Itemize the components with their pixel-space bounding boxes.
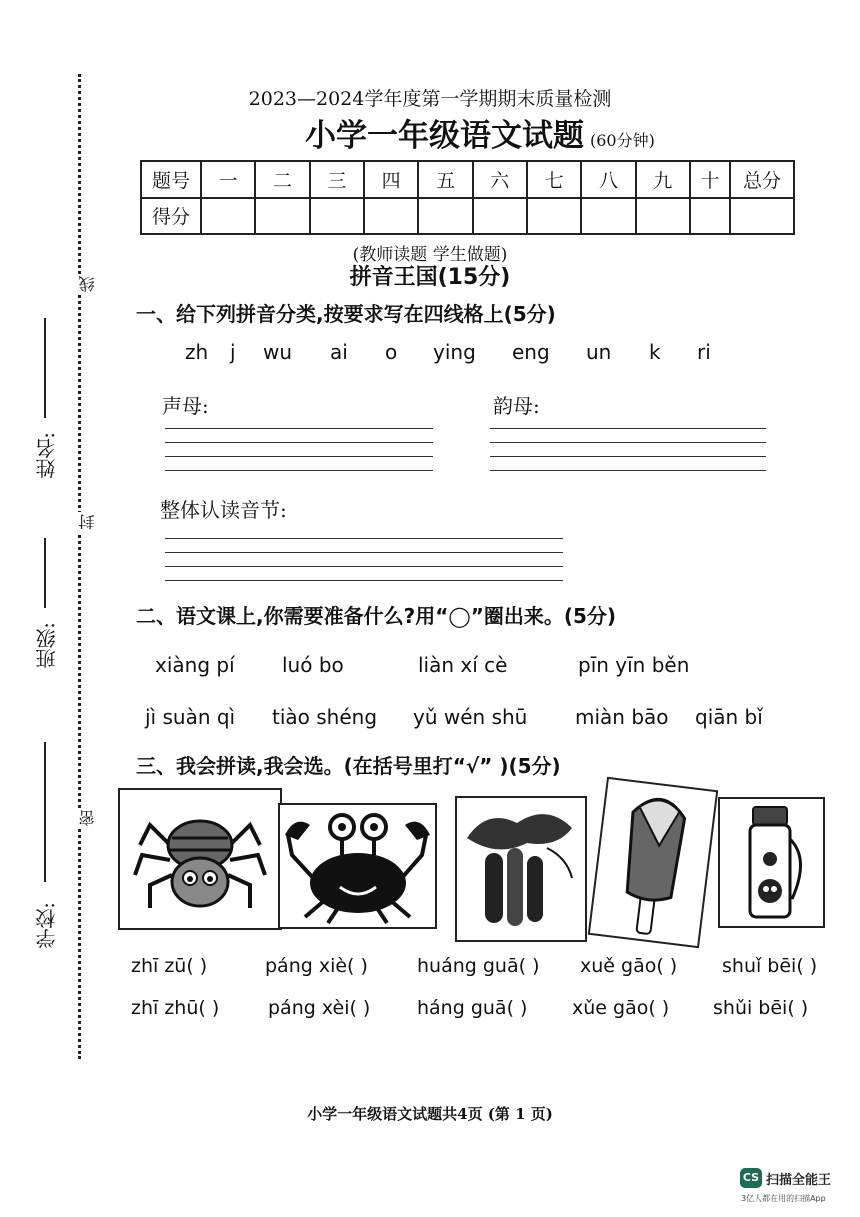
score-cell: 总分 [730,161,794,198]
score-cell: 四 [364,161,418,198]
popsicle-icon [590,779,716,946]
q1-item: eng [512,340,550,364]
score-blank[interactable] [310,198,364,235]
camscanner-logo-icon: CS [740,1168,762,1188]
q3-option[interactable]: páng xèi( ) [268,997,371,1019]
cucumber-icon [457,798,585,940]
q3-option[interactable]: shǔi bēi( ) [713,997,809,1019]
page-footer: 小学一年级语文试题共4页 (第 1 页) [307,1105,553,1123]
score-cell: 九 [636,161,690,198]
score-cell: 二 [255,161,309,198]
q1-item: j [230,340,236,364]
four-line-grid-zhengti[interactable] [165,538,563,594]
q3-title: 三、我会拼读,我会选。(在括号里打“√” )(5分) [136,754,561,778]
score-table-score-row [141,198,794,235]
spider-picture [118,788,282,930]
score-blank[interactable] [581,198,635,235]
school-label: 学校: [35,902,59,949]
spider-icon [120,790,280,928]
crab-icon [280,805,435,927]
exam-subtitle: 2023—2024学年度第一学期期末质量检测 [248,88,612,110]
q1-item: k [649,340,661,364]
q3-option[interactable]: zhī zhū( ) [131,997,220,1019]
score-blank[interactable] [473,198,527,235]
name-label: 姓名: [35,432,59,479]
q1-item: o [385,340,398,364]
score-cell: 八 [581,161,635,198]
q3-option[interactable]: xuě gāo( ) [580,955,678,977]
q2-option[interactable]: liàn xí cè [418,653,508,677]
q3-option[interactable]: huáng guā( ) [417,955,540,977]
score-cell: 十 [690,161,730,198]
q2-option[interactable]: qiān bǐ [695,705,763,729]
seal-char-feng: 封 [78,514,97,530]
score-blank[interactable] [527,198,581,235]
q2-option[interactable]: miàn bāo [575,705,669,729]
q2-option[interactable]: jì suàn qì [145,705,236,729]
name-blank [44,318,46,418]
q3-option[interactable]: háng guā( ) [417,997,528,1019]
section-title: 拼音王国(15分) [349,265,511,290]
score-blank[interactable] [730,198,794,235]
score-cell: 六 [473,161,527,198]
score-cell: 一 [201,161,255,198]
score-cell: 三 [310,161,364,198]
exam-duration: (60分钟) [590,131,655,150]
q2-option[interactable]: xiàng pí [155,653,235,677]
q2-option[interactable]: yǔ wén shū [413,705,528,729]
seal-char-mi: 密 [78,810,97,826]
q1-item: un [586,340,612,364]
popsicle-picture [588,777,719,948]
q2-option[interactable]: luó bo [282,653,344,677]
score-blank[interactable] [690,198,730,235]
cat-zhengti-label: 整体认读音节: [160,498,287,522]
seal-char-xian: 线 [78,276,97,292]
school-blank [44,742,46,882]
q3-option[interactable]: xǔe gāo( ) [572,997,670,1019]
score-cell: 五 [418,161,472,198]
class-label: 班级: [35,622,59,669]
score-blank[interactable] [636,198,690,235]
q1-item: zh [185,340,209,364]
score-table [140,160,795,235]
cat-shengmu-label: 声母: [162,394,209,418]
q3-option[interactable]: zhī zū( ) [131,955,208,977]
four-line-grid-shengmu[interactable] [165,428,433,484]
q2-option[interactable]: pīn yīn běn [578,653,690,677]
score-blank[interactable] [201,198,255,235]
q1-item: ai [330,340,348,364]
score-cell: 七 [527,161,581,198]
q1-title: 一、给下列拼音分类,按要求写在四线格上(5分) [136,302,556,326]
q2-title: 二、语文课上,你需要准备什么?用“◯”圈出来。(5分) [136,604,617,628]
q2-option[interactable]: tiào shéng [272,705,378,729]
crab-picture [278,803,437,929]
score-blank[interactable] [418,198,472,235]
cucumber-picture [455,796,587,942]
binding-dotted-line [78,74,81,1059]
q3-option[interactable]: páng xiè( ) [265,955,368,977]
cat-yunmu-label: 韵母: [493,394,540,418]
score-blank[interactable] [364,198,418,235]
four-line-grid-yunmu[interactable] [490,428,766,484]
watermark-app-name: 扫描全能王 [766,1173,832,1188]
score-table-header-row [141,161,794,198]
thermos-picture [718,797,825,928]
q1-item: ri [697,340,711,364]
watermark-tagline: 3亿人都在用的扫描App [741,1194,826,1203]
q1-item: ying [433,340,476,364]
score-blank[interactable] [255,198,309,235]
class-blank [44,538,46,608]
exam-title [305,110,655,155]
exam-title-text: 小学一年级语文试题 [305,118,584,154]
q3-option[interactable]: shuǐ bēi( ) [722,955,818,977]
score-cell: 题号 [141,161,201,198]
teacher-note: (教师读题 学生做题) [352,245,508,265]
score-cell: 得分 [141,198,201,235]
q1-item: wu [263,340,293,364]
thermos-icon [720,799,823,926]
